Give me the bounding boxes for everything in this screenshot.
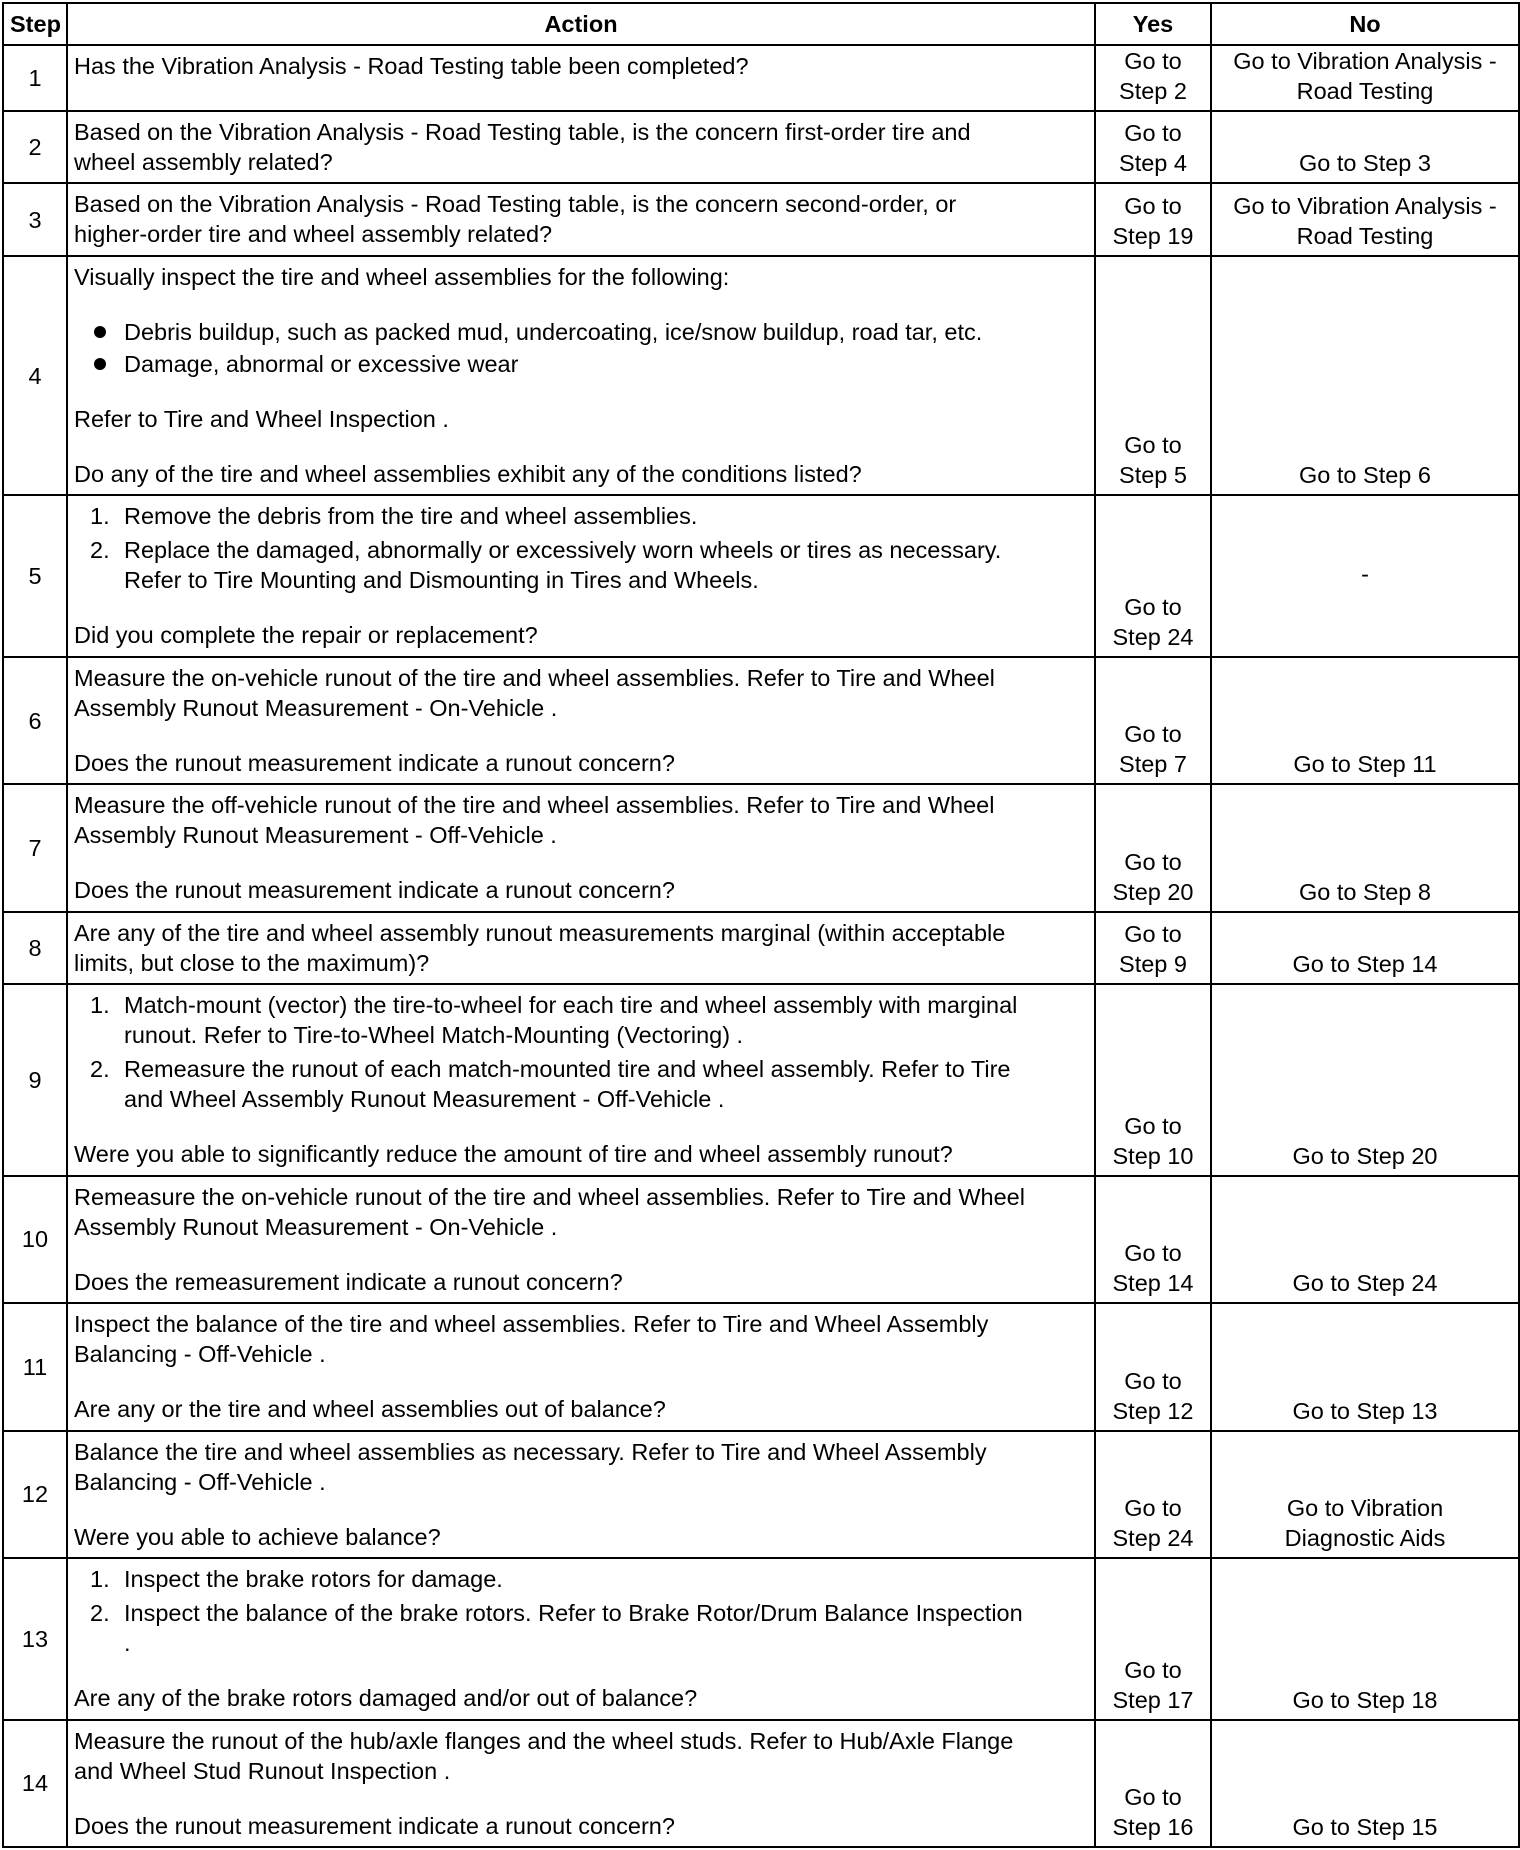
step-index: 2. xyxy=(90,1599,110,1626)
table-row xyxy=(3,912,1519,984)
action-line: and Wheel Stud Runout Inspection . xyxy=(74,1757,451,1784)
yes-line: Step 10 xyxy=(1112,1142,1194,1169)
no-result xyxy=(1211,256,1519,496)
no-line: Go to Vibration xyxy=(1286,1494,1444,1521)
action-text xyxy=(74,1726,1088,1786)
action-line: Measure the runout of the hub/axle flanges and the wheel studs. Refer to Hub/Axle Flange xyxy=(74,1727,1014,1754)
step-number: 6 xyxy=(3,657,67,784)
diagnostic-table-container xyxy=(2,2,1518,1848)
table-row xyxy=(3,984,1519,1176)
yes-line: Step 2 xyxy=(1119,78,1187,105)
question-text xyxy=(74,1811,1088,1841)
yes-result xyxy=(1095,984,1211,1176)
action-line: higher-order tire and wheel assembly related? xyxy=(74,221,553,248)
no-line: Go to Step 13 xyxy=(1292,1397,1438,1424)
bullet-list xyxy=(74,317,1088,379)
question-line: Does the runout measurement indicate a runout concern? xyxy=(74,750,675,777)
step-number: 2 xyxy=(3,111,67,183)
action-cell xyxy=(67,657,1095,784)
step-line: Refer to Tire Mounting and Dismounting in Tires and Wheels. xyxy=(124,567,759,594)
action-cell xyxy=(67,1431,1095,1558)
question-line: Does the runout measurement indicate a runout concern? xyxy=(74,1812,675,1839)
yes-line: Step 24 xyxy=(1112,1524,1194,1551)
step-line: Remeasure the runout of each match-mounted tire and wheel assembly. Refer to Tire xyxy=(124,1056,1011,1083)
action-cell xyxy=(67,256,1095,496)
step-index: 2. xyxy=(90,537,110,564)
step-index: 1. xyxy=(90,1565,110,1592)
no-result xyxy=(1211,1720,1519,1847)
no-result xyxy=(1211,1176,1519,1303)
yes-line: Step 20 xyxy=(1112,878,1194,905)
numbered-step xyxy=(74,535,1088,595)
yes-line: Step 14 xyxy=(1112,1270,1194,1297)
no-result xyxy=(1211,183,1519,255)
action-text xyxy=(74,918,1088,978)
step-line: Replace the damaged, abnormally or excessively worn wheels or tires as necessary. xyxy=(124,537,1002,564)
no-result xyxy=(1211,984,1519,1176)
table-row xyxy=(3,657,1519,784)
yes-line: Go to xyxy=(1124,1784,1182,1810)
yes-line: Step 7 xyxy=(1119,751,1187,778)
action-cell xyxy=(67,183,1095,255)
table-row xyxy=(3,1303,1519,1430)
action-text xyxy=(74,117,1088,177)
yes-line: Go to xyxy=(1124,1240,1182,1267)
no-result xyxy=(1211,111,1519,183)
table-row xyxy=(3,1431,1519,1558)
step-line: Inspect the brake rotors for damage. xyxy=(124,1565,503,1592)
action-text xyxy=(74,1182,1088,1242)
no-line: Diagnostic Aids xyxy=(1284,1524,1446,1551)
step-index: 1. xyxy=(90,503,110,530)
step-number: 9 xyxy=(3,984,67,1176)
yes-line: Step 24 xyxy=(1112,624,1194,651)
step-number: 5 xyxy=(3,495,67,657)
action-text xyxy=(74,1437,1088,1497)
action-cell xyxy=(67,1176,1095,1303)
action-text xyxy=(74,1309,1088,1369)
action-line: Assembly Runout Measurement - Off-Vehicle . xyxy=(74,822,557,849)
no-result xyxy=(1211,784,1519,911)
action-line: Balancing - Off-Vehicle . xyxy=(74,1341,326,1368)
question-text xyxy=(74,1139,1088,1169)
no-line: Go to Step 20 xyxy=(1292,1142,1438,1169)
action-cell xyxy=(67,495,1095,657)
yes-result xyxy=(1095,1558,1211,1720)
diagnostic-table xyxy=(2,2,1520,1848)
numbered-step xyxy=(74,1598,1088,1658)
step-line: Remove the debris from the tire and wheel assemblies. xyxy=(124,503,698,530)
question-text xyxy=(74,875,1088,905)
action-line: Visually inspect the tire and wheel assemblies for the following: xyxy=(74,263,730,290)
action-text xyxy=(74,663,1088,723)
no-line: Road Testing xyxy=(1296,78,1434,105)
step-number: 7 xyxy=(3,784,67,911)
yes-result xyxy=(1095,912,1211,984)
header-yes: Yes xyxy=(1095,3,1211,45)
action-line: Balance the tire and wheel assemblies as necessary. Refer to Tire and Wheel Assembly xyxy=(74,1438,987,1465)
question-line: Were you able to significantly reduce the amount of tire and wheel assembly runout? xyxy=(74,1141,953,1168)
yes-line: Step 16 xyxy=(1112,1814,1194,1840)
action-line: Are any of the tire and wheel assembly runout measurements marginal (within acceptable xyxy=(74,919,1006,946)
step-number: 14 xyxy=(3,1720,67,1847)
table-body xyxy=(3,45,1519,1847)
action-cell xyxy=(67,111,1095,183)
yes-result xyxy=(1095,1303,1211,1430)
yes-line: Go to xyxy=(1124,120,1182,147)
yes-line: Go to xyxy=(1124,432,1182,459)
no-line: Go to Step 15 xyxy=(1292,1814,1438,1840)
yes-result xyxy=(1095,657,1211,784)
action-cell xyxy=(67,45,1095,111)
yes-result xyxy=(1095,1720,1211,1847)
question-line: Does the remeasurement indicate a runout concern? xyxy=(74,1268,623,1295)
action-line: limits, but close to the maximum)? xyxy=(74,949,430,976)
no-line: Go to Step 11 xyxy=(1293,751,1437,778)
yes-line: Step 5 xyxy=(1119,462,1187,489)
yes-line: Go to xyxy=(1124,1112,1182,1139)
action-cell xyxy=(67,1720,1095,1847)
action-cell xyxy=(67,1303,1095,1430)
step-index: 1. xyxy=(90,992,110,1019)
yes-line: Go to xyxy=(1124,1367,1182,1394)
yes-result xyxy=(1095,1431,1211,1558)
yes-result xyxy=(1095,256,1211,496)
action-text xyxy=(74,262,1088,292)
no-result xyxy=(1211,495,1519,657)
header-step: Step xyxy=(3,3,67,45)
yes-result xyxy=(1095,1176,1211,1303)
no-line: Go to Step 14 xyxy=(1292,951,1438,978)
no-result xyxy=(1211,1303,1519,1430)
numbered-step xyxy=(74,1054,1088,1114)
no-line: Go to Step 6 xyxy=(1299,462,1431,489)
step-number: 13 xyxy=(3,1558,67,1720)
step-number: 1 xyxy=(3,45,67,111)
step-line: Inspect the balance of the brake rotors. Refer to Brake Rotor/Drum Balance Inspection xyxy=(124,1599,1023,1626)
table-row xyxy=(3,45,1519,111)
action-cell xyxy=(67,1558,1095,1720)
question-line: Are any or the tire and wheel assemblies out of balance? xyxy=(74,1396,666,1423)
question-text xyxy=(74,1394,1088,1424)
no-result xyxy=(1211,657,1519,784)
refer-line: Refer to Tire and Wheel Inspection . xyxy=(74,405,449,432)
step-number: 11 xyxy=(3,1303,67,1430)
question-line: Do any of the tire and wheel assemblies exhibit any of the conditions listed? xyxy=(74,460,862,487)
yes-result xyxy=(1095,111,1211,183)
no-line: Go to Step 24 xyxy=(1292,1270,1438,1297)
action-line: wheel assembly related? xyxy=(74,149,333,176)
question-text xyxy=(74,748,1088,778)
question-text xyxy=(74,1683,1088,1713)
step-number: 8 xyxy=(3,912,67,984)
yes-line: Step 17 xyxy=(1112,1686,1194,1713)
action-text xyxy=(74,790,1088,850)
no-line: Go to Vibration Analysis - xyxy=(1233,192,1497,219)
no-line: Go to Vibration Analysis - xyxy=(1233,48,1497,75)
question-text xyxy=(74,459,1088,489)
numbered-step xyxy=(74,1564,1088,1594)
question-text xyxy=(74,1267,1088,1297)
step-line: and Wheel Assembly Runout Measurement - Off-Vehicle . xyxy=(124,1086,725,1113)
numbered-steps xyxy=(74,1564,1088,1658)
yes-line: Go to xyxy=(1124,192,1182,219)
yes-line: Step 12 xyxy=(1112,1397,1194,1424)
yes-line: Go to xyxy=(1124,848,1182,875)
header-no: No xyxy=(1211,3,1519,45)
step-number: 4 xyxy=(3,256,67,496)
question-text xyxy=(74,1522,1088,1552)
question-line: Does the runout measurement indicate a runout concern? xyxy=(74,877,675,904)
numbered-step xyxy=(74,990,1088,1050)
no-line: Go to Step 8 xyxy=(1299,878,1431,905)
step-number: 3 xyxy=(3,183,67,255)
step-index: 2. xyxy=(90,1056,110,1083)
numbered-steps xyxy=(74,501,1088,595)
yes-line: Go to xyxy=(1124,721,1182,748)
action-line: Assembly Runout Measurement - On-Vehicle . xyxy=(74,695,558,722)
yes-result xyxy=(1095,183,1211,255)
header-action: Action xyxy=(67,3,1095,45)
table-row xyxy=(3,111,1519,183)
table-row xyxy=(3,183,1519,255)
table-row xyxy=(3,495,1519,657)
action-text xyxy=(74,51,1088,81)
yes-line: Step 4 xyxy=(1119,150,1187,177)
action-line: Has the Vibration Analysis - Road Testing table been completed? xyxy=(74,53,749,79)
no-line: - xyxy=(1361,561,1369,588)
table-row xyxy=(3,256,1519,496)
step-number: 10 xyxy=(3,1176,67,1303)
yes-result xyxy=(1095,45,1211,111)
action-line: Measure the on-vehicle runout of the tire and wheel assemblies. Refer to Tire and Wheel xyxy=(74,665,995,692)
question-line: Did you complete the repair or replacement? xyxy=(74,622,538,649)
action-line: Remeasure the on-vehicle runout of the tire and wheel assemblies. Refer to Tire and Wheel xyxy=(74,1183,1025,1210)
no-line: Go to Step 3 xyxy=(1299,150,1431,177)
numbered-step xyxy=(74,501,1088,531)
yes-line: Step 9 xyxy=(1119,951,1187,978)
action-cell xyxy=(67,784,1095,911)
table-row xyxy=(3,1176,1519,1303)
table-row xyxy=(3,1720,1519,1847)
table-row xyxy=(3,1558,1519,1720)
no-result xyxy=(1211,45,1519,111)
action-line: Measure the off-vehicle runout of the tire and wheel assemblies. Refer to Tire and Wheel xyxy=(74,792,995,819)
action-cell xyxy=(67,984,1095,1176)
action-line: Balancing - Off-Vehicle . xyxy=(74,1468,326,1495)
no-line: Go to Step 18 xyxy=(1292,1686,1438,1713)
action-line: Inspect the balance of the tire and wheel assemblies. Refer to Tire and Wheel Assembly xyxy=(74,1311,989,1338)
no-result xyxy=(1211,1431,1519,1558)
yes-result xyxy=(1095,784,1211,911)
action-text xyxy=(74,189,1088,249)
refer-text xyxy=(74,404,1088,434)
question-text xyxy=(74,620,1088,650)
yes-line: Step 19 xyxy=(1112,222,1194,249)
action-cell xyxy=(67,912,1095,984)
yes-line: Go to xyxy=(1124,1494,1182,1521)
action-line: Based on the Vibration Analysis - Road Testing table, is the concern second-order, or xyxy=(74,191,957,218)
bullet-item: Debris buildup, such as packed mud, undercoating, ice/snow buildup, road tar, etc. xyxy=(74,317,1088,347)
bullet-item: Damage, abnormal or excessive wear xyxy=(74,349,1088,379)
step-number: 12 xyxy=(3,1431,67,1558)
yes-result xyxy=(1095,495,1211,657)
yes-line: Go to xyxy=(1124,921,1182,948)
table-row xyxy=(3,784,1519,911)
question-line: Were you able to achieve balance? xyxy=(74,1523,441,1550)
no-result xyxy=(1211,912,1519,984)
step-line: runout. Refer to Tire-to-Wheel Match-Mounting (Vectoring) . xyxy=(124,1022,744,1049)
no-result xyxy=(1211,1558,1519,1720)
yes-line: Go to xyxy=(1124,594,1182,621)
no-line: Road Testing xyxy=(1296,222,1434,249)
numbered-steps xyxy=(74,990,1088,1114)
yes-line: Go to xyxy=(1124,48,1182,75)
action-line: Based on the Vibration Analysis - Road Testing table, is the concern first-order tire and xyxy=(74,119,971,146)
action-line: Assembly Runout Measurement - On-Vehicle . xyxy=(74,1213,558,1240)
question-line: Are any of the brake rotors damaged and/or out of balance? xyxy=(74,1684,698,1711)
step-line: Match-mount (vector) the tire-to-wheel for each tire and wheel assembly with marginal xyxy=(124,992,1018,1019)
step-line: . xyxy=(124,1629,131,1656)
yes-line: Go to xyxy=(1124,1656,1182,1683)
header-row xyxy=(3,3,1519,45)
